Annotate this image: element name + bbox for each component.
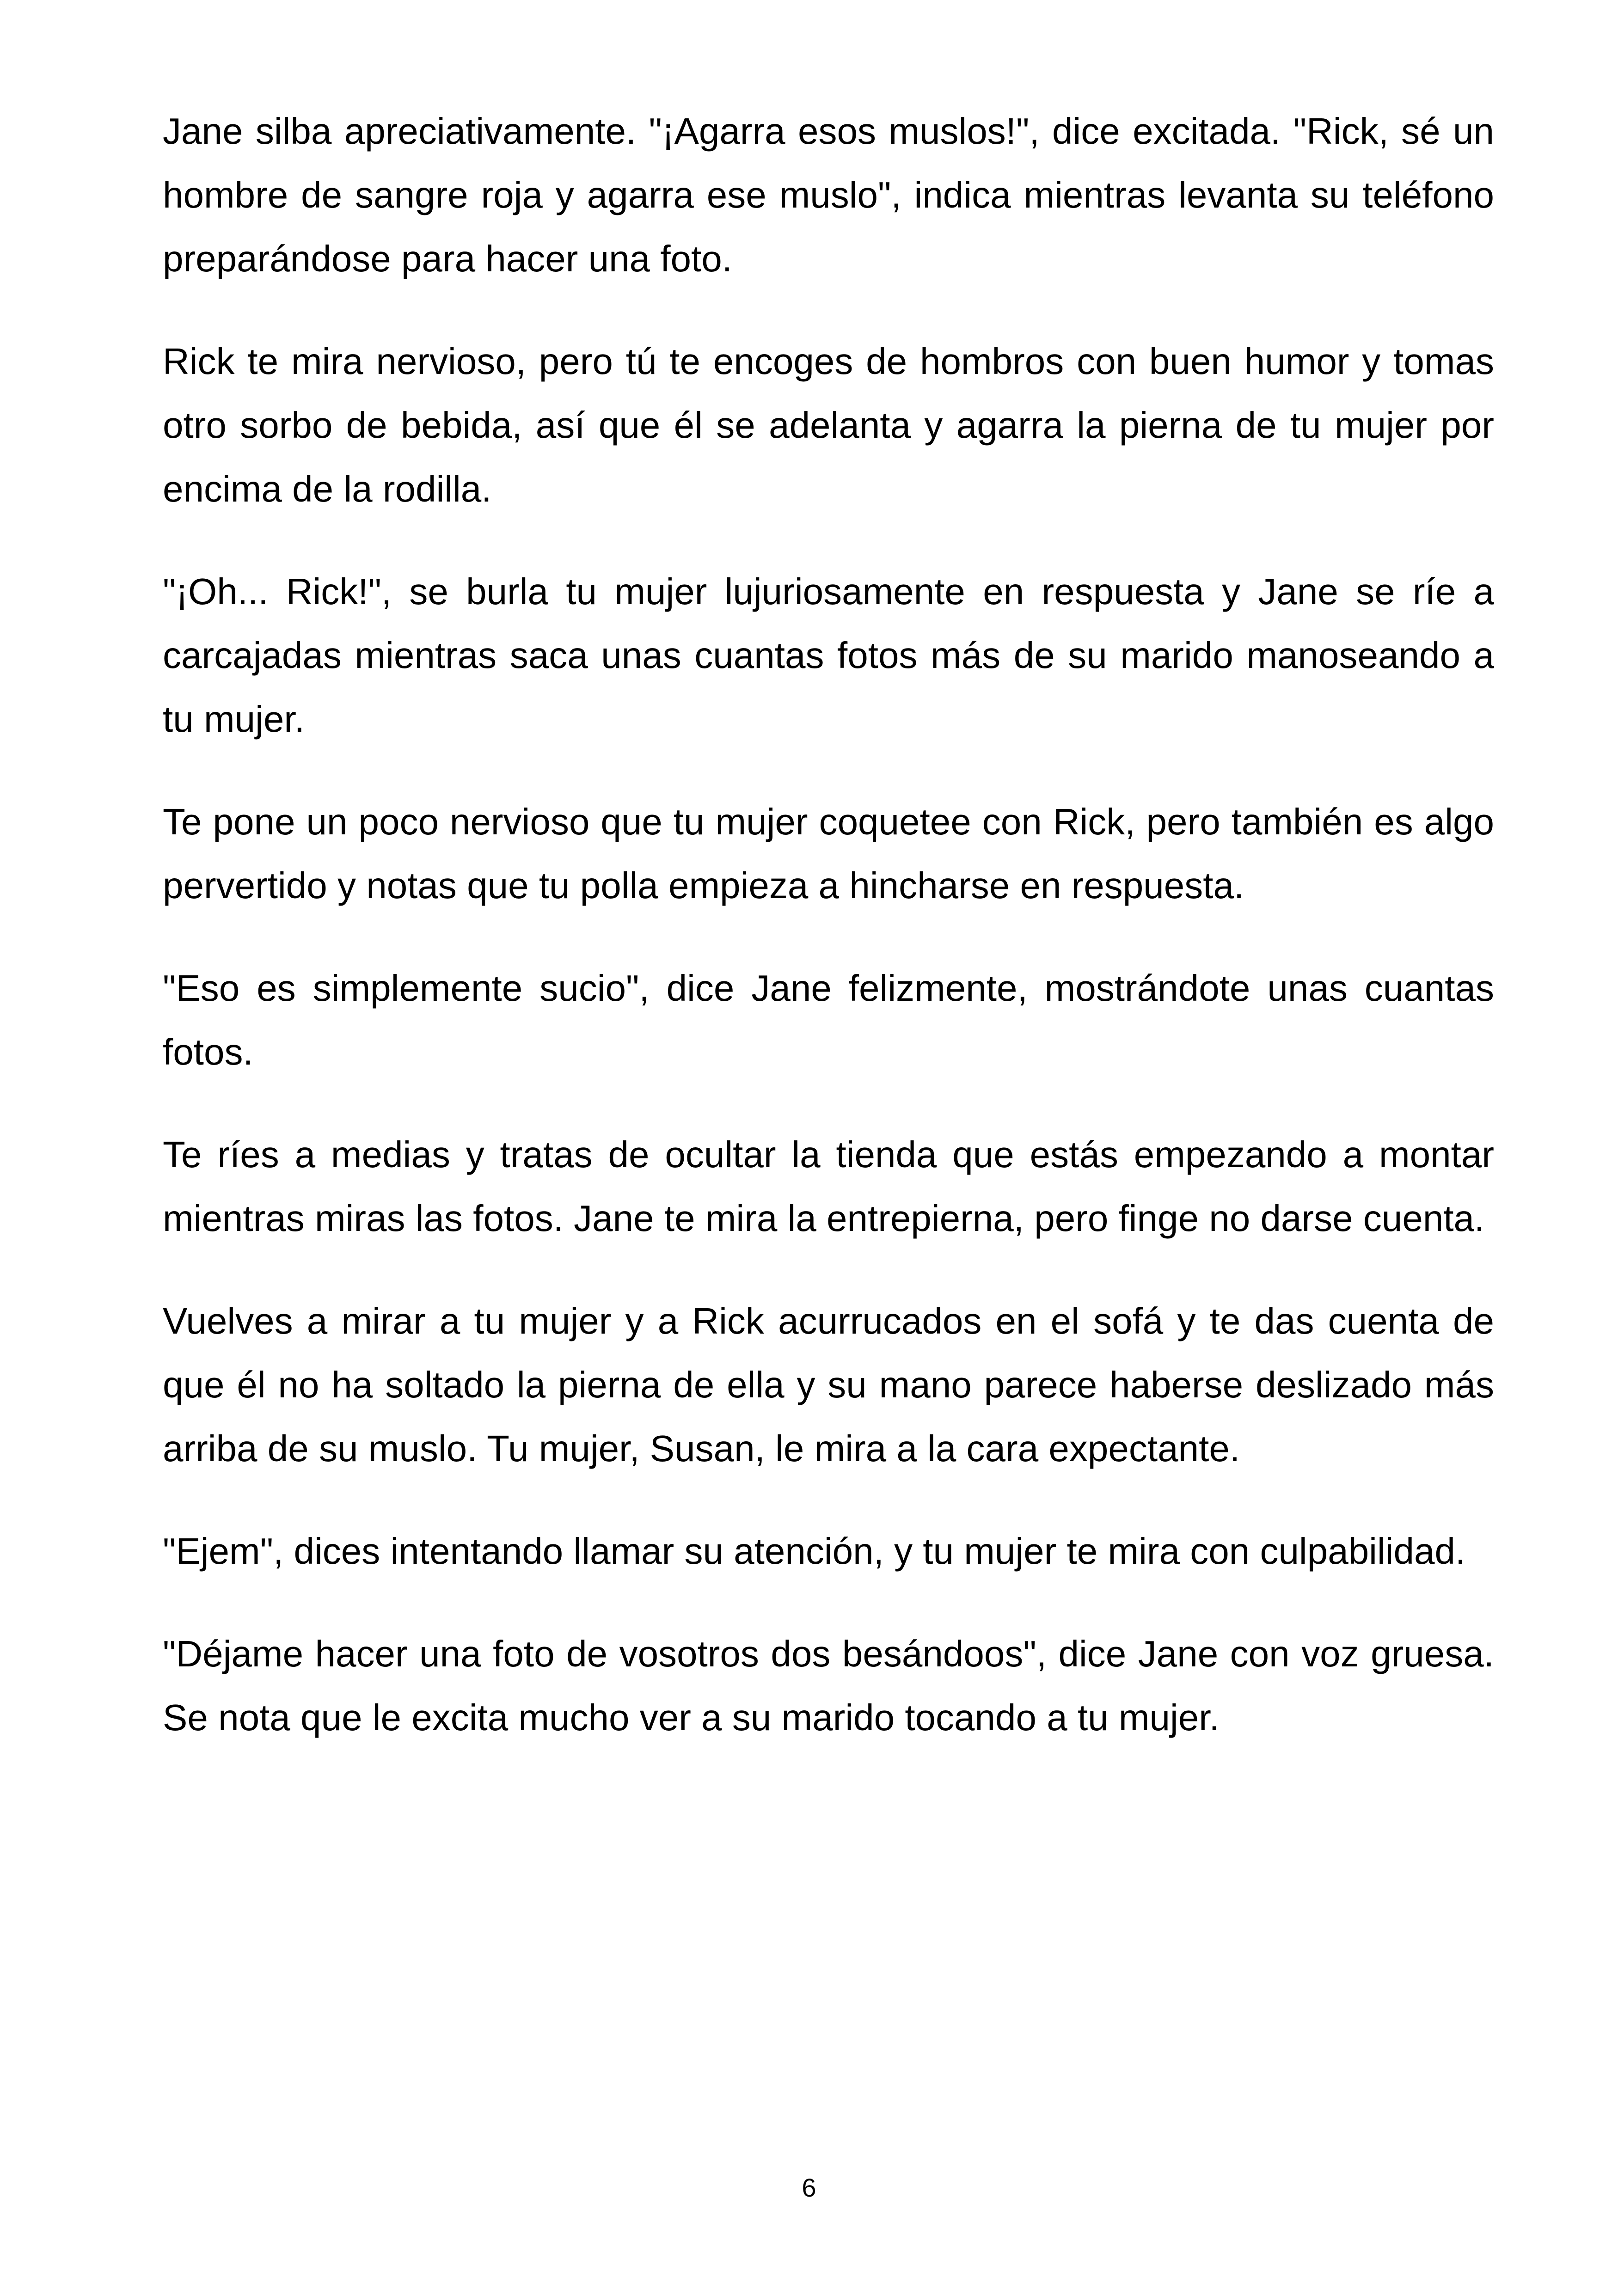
paragraph-4: Te pone un poco nervioso que tu mujer coquetee con Rick, pero también es algo pervertido y notas que tu polla empieza a hincharse en respuesta.	[163, 801, 1494, 906]
paragraph-7: Vuelves a mirar a tu mujer y a Rick acurrucados en el sofá y te das cuenta de que él no ha soltado la pierna de ella y su mano parece haberse deslizado más arriba de su muslo. Tu mujer, Susan, le mira a la cara expectante.	[163, 1300, 1494, 1469]
paragraph-2: Rick te mira nervioso, pero tú te encoges de hombros con buen humor y tomas otro sorbo de bebida, así que él se adelanta y agarra la pierna de tu mujer por encima de la rodilla.	[163, 341, 1494, 509]
paragraph-1: Jane silba apreciativamente. "¡Agarra esos muslos!", dice excitada. "Rick, sé un hombre de sangre roja y agarra ese muslo", indica mientras levanta su teléfono preparándose para hacer una foto.	[163, 110, 1494, 279]
page-number: 6	[802, 2173, 816, 2202]
paragraph-6: Te ríes a medias y tratas de ocultar la tienda que estás empezando a montar mientras miras las fotos. Jane te mira la entrepierna, pero finge no darse cuenta.	[163, 1134, 1494, 1239]
paragraph-9: "Déjame hacer una foto de vosotros dos besándoos", dice Jane con voz gruesa. Se nota que le excita mucho ver a su marido tocando a tu mujer.	[163, 1633, 1494, 1738]
paragraph-3: "¡Oh... Rick!", se burla tu mujer lujuriosamente en respuesta y Jane se ríe a carcajadas mientras saca unas cuantas fotos más de su marido manoseando a tu mujer.	[163, 571, 1494, 740]
paragraph-5: "Eso es simplemente sucio", dice Jane felizmente, mostrándote unas cuantas fotos.	[163, 967, 1494, 1072]
paragraph-8: "Ejem", dices intentando llamar su atención, y tu mujer te mira con culpabilidad.	[163, 1531, 1466, 1572]
text-body	[163, 99, 1494, 1788]
